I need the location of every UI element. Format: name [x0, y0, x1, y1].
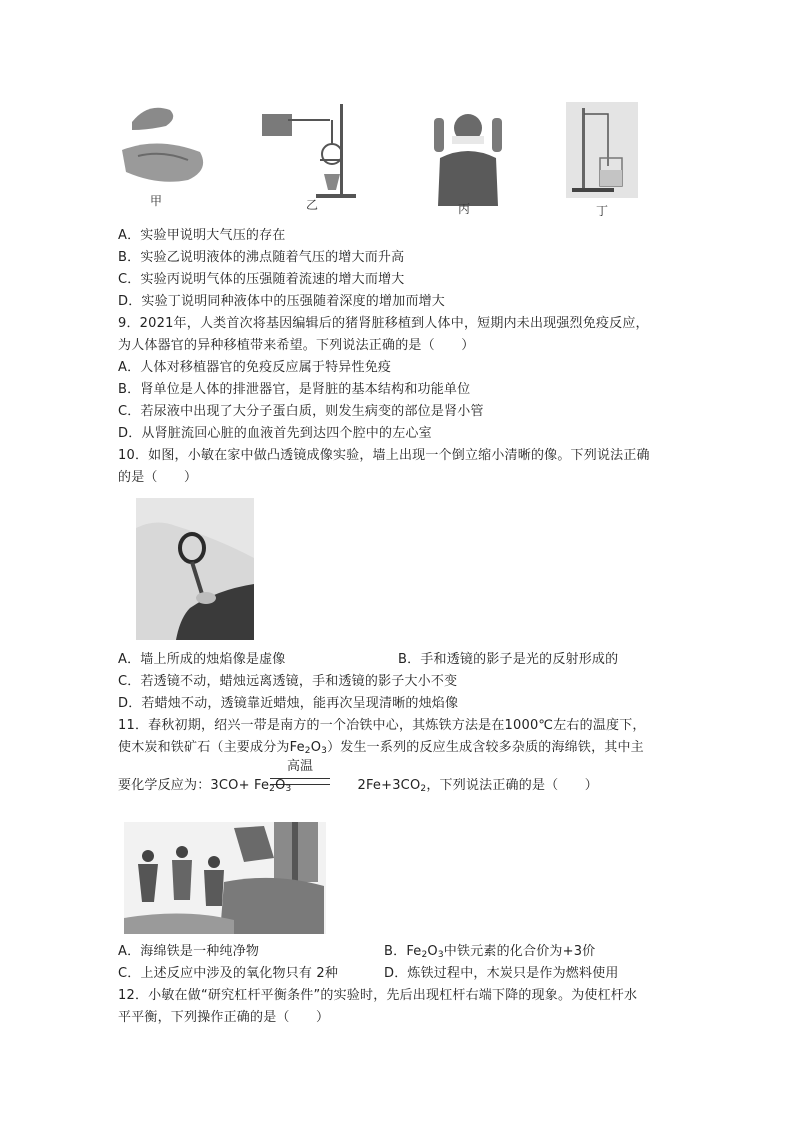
q12-stem-line2: 平平衡，下列操作正确的是（ ） [118, 1010, 330, 1025]
q11-equation-line: 要化学反应为：$3CO+ Fe_2O_3$ $2Fe+3CO_2$，下列说法正确的是（ ） [118, 778, 598, 794]
q8-option-d: D．实验丁说明同种液体中的压强随着深度的增加而增大 [118, 294, 446, 309]
q9-option-b: B．肾单位是人体的排泄器官，是肾脏的基本结构和功能单位 [118, 382, 471, 397]
q11-stem-line1: 11．春秋初期，绍兴一带是南方的一个冶铁中心，其炼铁方法是在1000℃左右的温度下， [118, 718, 646, 733]
q11-option-b: B．$Fe_2O_3$中铁元素的化合价为+3价 [384, 944, 596, 960]
q11-stem-line2: 使木炭和铁矿石（主要成分为$Fe_2O_3$）发生一系列的反应生成含较多杂质的海绵铁，其中主 [118, 740, 644, 756]
q9-option-c: C．若尿液中出现了大分子蛋白质，则发生病变的部位是肾小管 [118, 404, 484, 419]
experiment-photo-ding [566, 102, 638, 198]
experiment-photo-jia [118, 96, 218, 208]
lens-experiment-photo [136, 498, 254, 640]
q9-option-d: D．从肾脏流回心脏的血液首先到达四个腔中的左心室 [118, 426, 432, 441]
q10-option-b: B．手和透镜的影子是光的反射形成的 [398, 652, 619, 667]
q10-stem-line1: 10．如图，小敏在家中做凸透镜成像实验，墙上出现一个倒立缩小清晰的像。下列说法正确 [118, 448, 650, 463]
q11-option-a: A．海绵铁是一种纯净物 [118, 944, 260, 959]
q10-option-a: A．墙上所成的烛焰像是虚像 [118, 652, 286, 667]
q9-stem-line1: 9．2021年，人类首次将基因编辑后的猪肾脏移植到人体中，短期内未出现强烈免疫反应， [118, 316, 649, 331]
iron-smelting-illustration [124, 822, 326, 934]
caption-jia: 甲 [150, 194, 163, 208]
q10-option-d: D．若蜡烛不动，透镜靠近蜡烛，能再次呈现清晰的烛焰像 [118, 696, 459, 711]
q9-stem-line2: 为人体器官的异种移植带来希望。下列说法正确的是（ ） [118, 338, 475, 353]
experiment-photo-yi [258, 98, 364, 208]
q11-option-d: D．炼铁过程中，木炭只是作为燃料使用 [384, 966, 619, 981]
caption-bing: 丙 [458, 202, 471, 216]
q9-option-a: A．人体对移植器官的免疫反应属于特异性免疫 [118, 360, 392, 375]
caption-ding: 丁 [596, 204, 609, 218]
q8-option-c: C．实验丙说明气体的压强随着流速的增大而增大 [118, 272, 405, 287]
q8-option-a: A．实验甲说明大气压的存在 [118, 228, 286, 243]
experiment-photo-bing [426, 102, 510, 206]
q11-option-c: C．上述反应中涉及的氧化物只有 2种 [118, 966, 339, 981]
q8-option-b: B．实验乙说明液体的沸点随着气压的增大而升高 [118, 250, 405, 265]
q10-stem-line2: 的是（ ） [118, 470, 198, 485]
q10-option-c: C．若透镜不动，蜡烛远离透镜，手和透镜的影子大小不变 [118, 674, 458, 689]
reaction-condition-label: 高温 [286, 759, 313, 774]
q12-stem-line1: 12．小敏在做“研究杠杆平衡条件”的实验时，先后出现杠杆右端下降的现象。为使杠杆水 [118, 988, 638, 1003]
caption-yi: 乙 [306, 198, 319, 212]
